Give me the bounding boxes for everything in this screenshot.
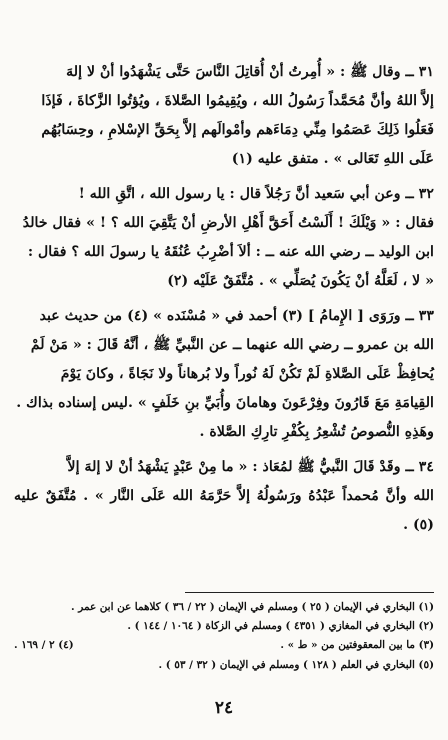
- text-line: ٣١ ــ وقال ﷺ : « أُمِرتُ أنْ أُقاتِلَ النَّاسَ حَتَّى يَشْهَدُوا أنْ لا إلهَ: [66, 64, 434, 80]
- page-number: ٢٤: [214, 698, 234, 718]
- text-line: عَلَى اللهِ تَعَالى » . متفق عليه (١): [231, 151, 434, 167]
- text-line: الله وأنَّ مُحمداً عَبْدُهُ ورَسُولُهُ إلاَّ حَرَّمَهُ الله عَلَى النَّار » . مُتَّفَقٌ عليه (٥) .: [14, 488, 434, 533]
- footnote-2: (٢) البخاري في المغازي ( ٤٣٥١ ) ومسلم في الزكاة ( ١٠٦٤ / ١٤٤ ) .: [127, 620, 434, 633]
- text-line: الله بن عمرو ــ رضي الله عنهما ــ عن النَّبيِّ ﷺ ، أنَّهُ قَالَ : « مَنْ لَمْ: [30, 337, 434, 353]
- text-line: ابن الوليد ــ رضي الله عنه ــ : ألاَ أضْرِبُ عُنُقَهُ يا رسولَ الله ؟ فقال :: [27, 244, 434, 260]
- footnote-row-3-4: [14, 636, 434, 655]
- text-line: إلاَّ اللهُ وأنَّ مُحَمَّداً رَسُولُ الله ، ويُقِيمُوا الصَّلاةَ ، ويُؤتُوا الزَّكاةَ ، فَإذَا: [41, 93, 434, 109]
- hadith-paragraph-33: [14, 302, 434, 447]
- text-line: « لا ، لَعَلَّهُ أنْ يَكُونَ يُصَلِّي » . مُتَّفَقٌ عَلَيْه (٢): [167, 273, 434, 289]
- hadith-paragraph-34: [14, 453, 434, 540]
- hadith-paragraph-32: [14, 180, 434, 296]
- text-line: يُحافِظْ عَلَى الصَّلاةِ لَمْ تَكُنْ لَهُ نُوراً ولا بُرهاناً ولا نَجَاةً ، وكانَ يَوْمَ: [60, 366, 434, 382]
- footnote-divider: [185, 592, 434, 593]
- footnote-5: (٥) البخاري في العلم ( ١٢٨ ) ومسلم في الإيمان ( ٣٢ / ٥٣ ) .: [158, 658, 434, 671]
- text-line: وهَذِهِ النُّصوصُ تُشْعِرُ بِكُفْرِ تارِكِ الصَّلاة .: [199, 424, 434, 440]
- text-line: ٣٢ ــ وعن أبي سَعيد أنَّ رَجُلاً قال : يا رسول الله ، اتَّقِ الله !: [78, 186, 434, 202]
- text-line: فَعَلُوا ذَلِكَ عَصَمُوا مِنِّي دِمَاءَهم وأمْوالَهم إلاَّ بِحَقِّ الإسْلامِ ، وحِسَابُهُم: [41, 122, 434, 138]
- footnotes: [14, 598, 434, 675]
- footnote-3: (٣) ما بين المعقوفتين من « ط » .: [280, 639, 434, 652]
- footnote-1: (١) البخاري في الإيمان ( ٢٥ ) ومسلم في الإيمان ( ٢٢ / ٣٦ ) كلاهما عن ابن عمر .: [70, 601, 434, 613]
- footnote-4: (٤) ٢ / ١٦٩ .: [14, 639, 74, 652]
- text-line: ٣٤ ــ وقَدْ قَالَ النَّبيُّ ﷺ لمُعَاذ : « ما مِنْ عَبْدٍ يَشْهَدُ أنْ لا إلهَ إلاَّ: [67, 459, 434, 475]
- text-line: القِيامَةِ مَعَ قَارُونَ وفِرْعَونَ وهامانَ وأُبَيِّ بنِ خَلَفٍ » .ليس إسناده بذاك .: [16, 395, 434, 411]
- text-line: فقال : « وَيْلَكَ ! أَلَسْتُ أَحَقَّ أَهْلِ الأرضِ أنْ يَتَّقِيَ الله ؟ ! » فقال خالدُ: [22, 215, 434, 231]
- hadith-paragraph-31: [14, 58, 434, 174]
- text-line: ٣٣ ــ ورَوَى [ الإِمامُ ] (٣) أحمد في « مُسْنَده » (٤) من حديث عبد: [39, 308, 434, 324]
